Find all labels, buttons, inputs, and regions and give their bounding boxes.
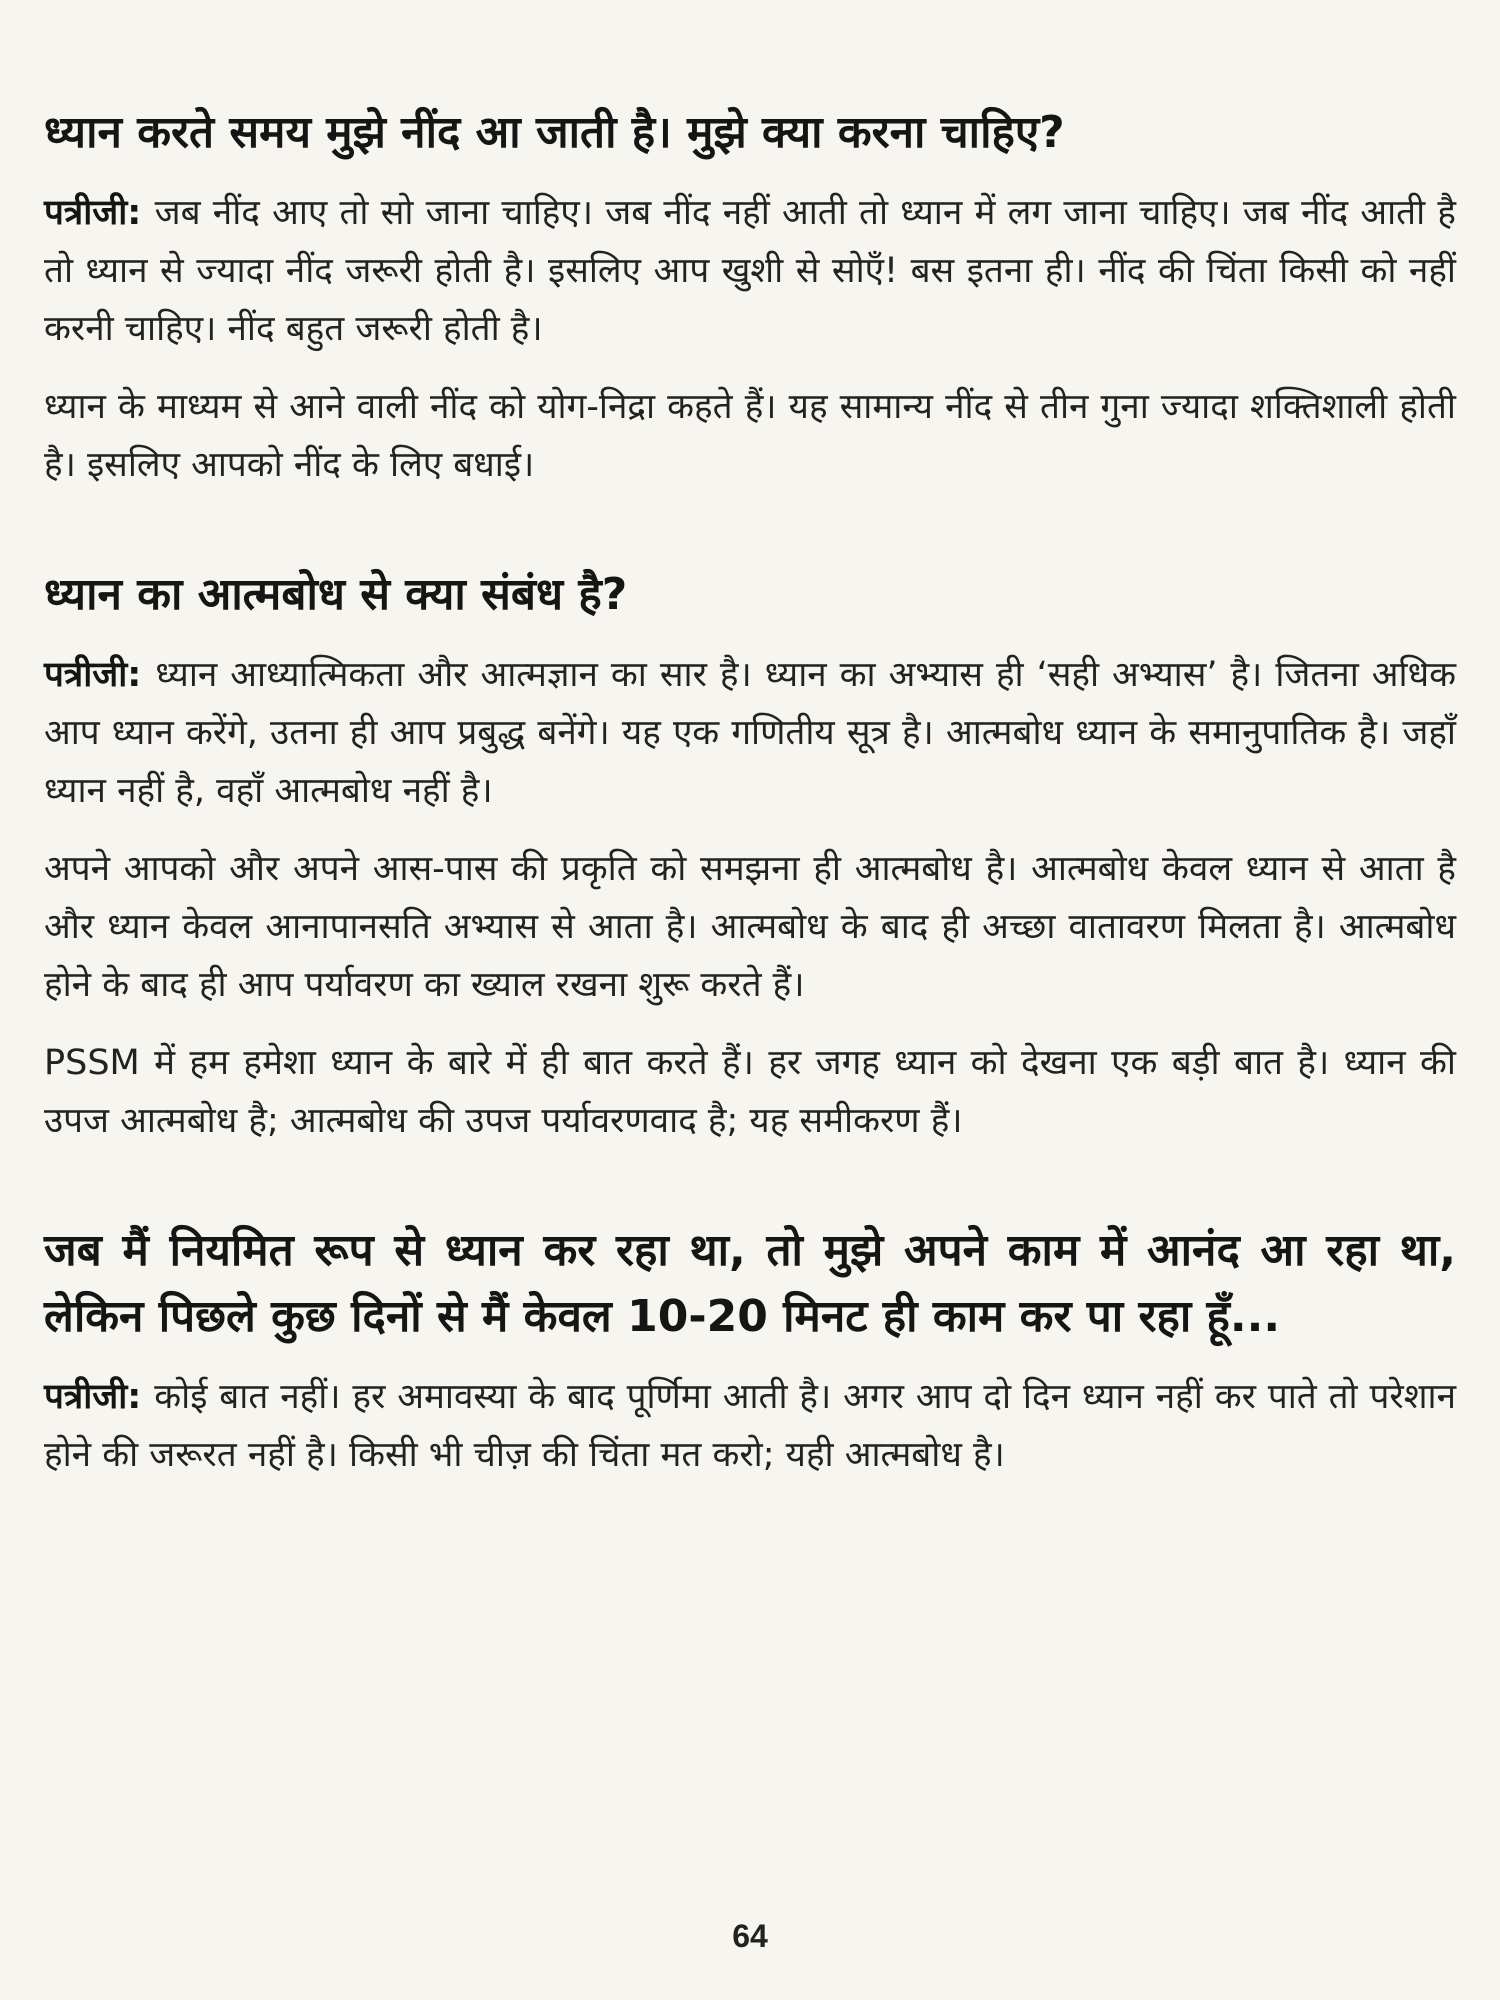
answer-text: जब नींद आए तो सो जाना चाहिए। जब नींद नहीं आती तो ध्यान में लग जाना चाहिए। जब नींद आती है तो ध्यान से ज्यादा नींद जरूरी होती है। इसलिए आप खुशी से सोएँ! बस इतना ही। नींद की चिंता किसी को नहीं करनी चाहिए। नींद बहुत जरूरी होती है। <box>44 193 1456 349</box>
answer-paragraph <box>44 646 1456 820</box>
question-heading: ध्यान करते समय मुझे नींद आ जाती है। मुझे क्या करना चाहिए? <box>44 107 1065 158</box>
section-spacer <box>44 514 1456 562</box>
body-paragraph: अपने आपको और अपने आस-पास की प्रकृति को समझना ही आत्मबोध है। आत्मबोध केवल ध्यान से आता है और ध्यान केवल आनापानसति अभ्यास से आता है। आत्मबोध के बाद ही अच्छा वातावरण मिलता है। आत्मबोध होने के बाद ही आप पर्यावरण का ख्याल रखना शुरू करते हैं। <box>44 849 1456 1005</box>
qa-section-sleep <box>44 100 1456 494</box>
answer-text: ध्यान आध्यात्मिकता और आत्मज्ञान का सार है। ध्यान का अभ्यास ही ‘सही अभ्यास’ है। जितना अधिक आप ध्यान करेंगे, उतना ही आप प्रबुद्ध बनेंगे। यह एक गणितीय सूत्र है। आत्मबोध ध्यान के समानुपातिक है। जहाँ ध्यान नहीं है, वहाँ आत्मबोध नहीं है। <box>44 655 1457 811</box>
answer-paragraph <box>44 184 1456 358</box>
qa-section-self-realization <box>44 562 1456 1150</box>
speaker-label: पत्रीजी: <box>44 1377 155 1417</box>
section-spacer <box>44 1170 1456 1218</box>
answer-text: कोई बात नहीं। हर अमावस्या के बाद पूर्णिमा आती है। अगर आप दो दिन ध्यान नहीं कर पाते तो परेशान होने की जरूरत नहीं है। किसी भी चीज़ की चिंता मत करो; यही आत्मबोध है। <box>44 1377 1457 1475</box>
question-heading: जब मैं नियमित रूप से ध्यान कर रहा था, तो मुझे अपने काम में आनंद आ रहा था, लेकिन पिछले कुछ दिनों से मैं केवल 10-20 मिनट ही काम कर पा रहा हूँ... <box>44 1225 1456 1342</box>
answer-paragraph <box>44 1368 1456 1484</box>
page-number: 64 <box>732 1918 768 1954</box>
question-heading: ध्यान का आत्मबोध से क्या संबंध है? <box>44 569 628 620</box>
speaker-label: पत्रीजी: <box>44 193 155 233</box>
qa-section-work <box>44 1218 1456 1484</box>
body-paragraph: PSSM में हम हमेशा ध्यान के बारे में ही बात करते हैं। हर जगह ध्यान को देखना एक बड़ी बात है। ध्यान की उपज आत्मबोध है; आत्मबोध की उपज पर्यावरणवाद है; यह समीकरण हैं। <box>44 1043 1456 1141</box>
speaker-label: पत्रीजी: <box>44 655 156 695</box>
body-paragraph: ध्यान के माध्यम से आने वाली नींद को योग-निद्रा कहते हैं। यह सामान्य नींद से तीन गुना ज्यादा शक्तिशाली होती है। इसलिए आपको नींद के लिए बधाई। <box>44 387 1456 485</box>
